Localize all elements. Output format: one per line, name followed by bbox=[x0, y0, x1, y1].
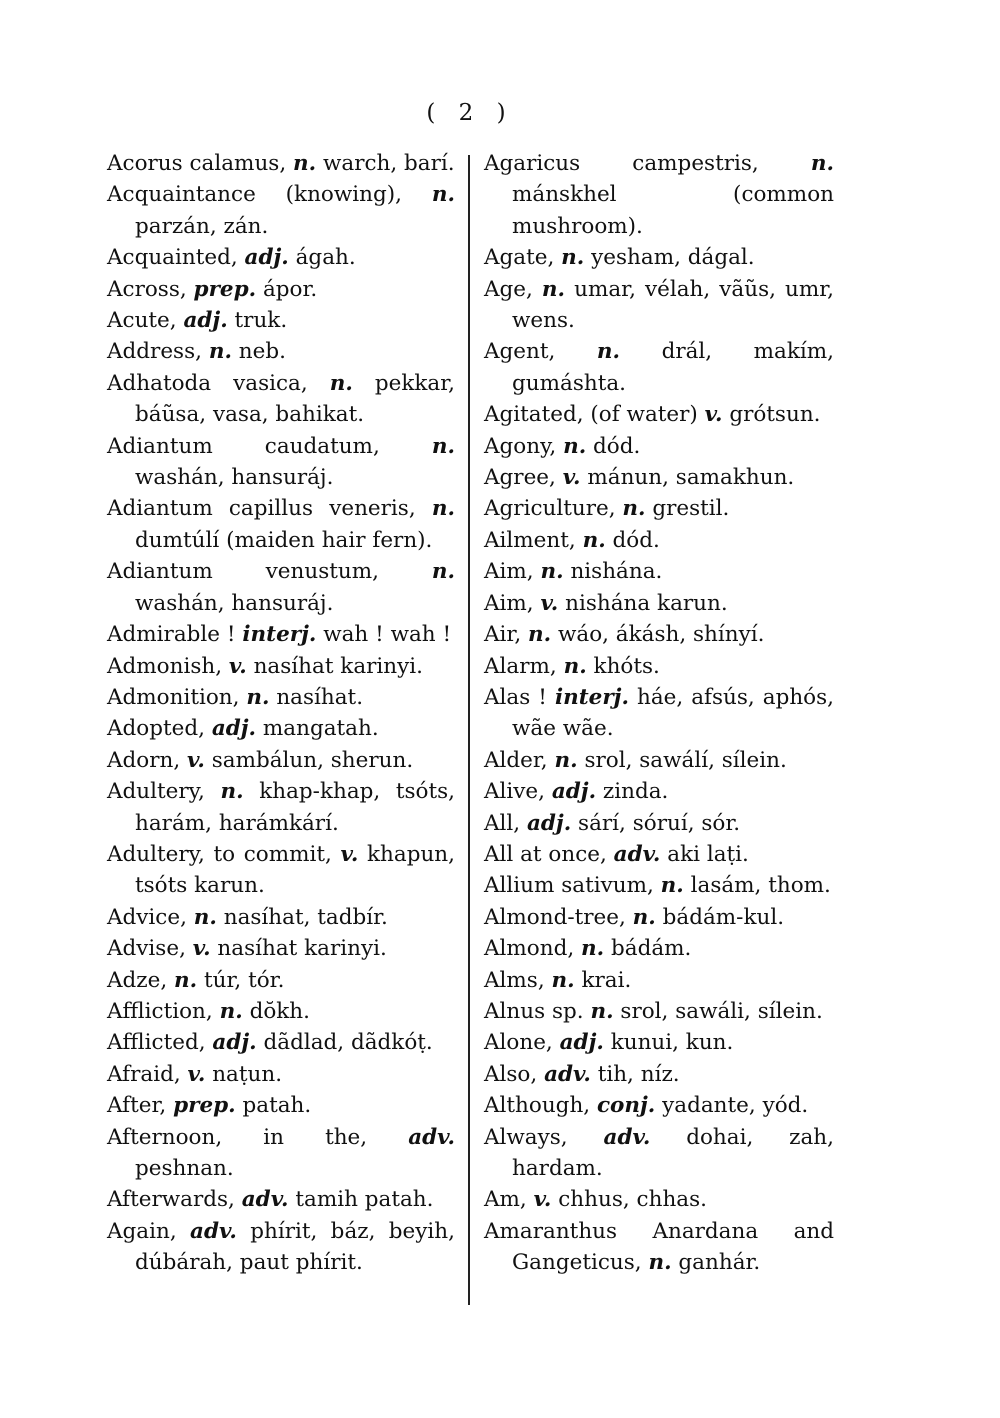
dictionary-entry: Advise, v. nasíhat karinyi. bbox=[107, 936, 387, 962]
dictionary-entry: Alms, n. krai. bbox=[484, 967, 632, 993]
dictionary-entry: Admirable ! interj. wah ! wah ! bbox=[107, 622, 452, 648]
dictionary-entry: Alder, n. srol, sawálí, sílein. bbox=[484, 747, 787, 773]
dictionary-entry: Agate, n. yesham, dágal. bbox=[484, 245, 755, 271]
dictionary-entry: Alarm, n. khóts. bbox=[484, 653, 660, 679]
dictionary-entry: Also, adv. tih, níz. bbox=[484, 1061, 680, 1087]
dictionary-entry: Afternoon, in the, adv. peshnan. bbox=[107, 1124, 455, 1181]
dictionary-entry: Across, prep. ápor. bbox=[107, 276, 318, 302]
dictionary-entry: Agony, n. dód. bbox=[484, 433, 641, 459]
dictionary-entry: Am, v. chhus, chhas. bbox=[484, 1187, 707, 1213]
dictionary-entry: Acquaintance (knowing), n. parzán, zán. bbox=[107, 182, 455, 239]
dictionary-entry: Address, n. neb. bbox=[107, 339, 286, 365]
dictionary-entry: Age, n. umar, vélah, vãũs, umr, wens. bbox=[484, 276, 834, 334]
dictionary-entry: Always, adv. dohai, zah, hardam. bbox=[484, 1124, 834, 1181]
dictionary-entry: Aim, v. nishána karun. bbox=[484, 590, 728, 616]
dictionary-entry: Adultery, to commit, v. khapun, tsóts karun. bbox=[107, 841, 455, 899]
column-divider bbox=[468, 155, 470, 1305]
dictionary-entry: Afraid, v. naṭun. bbox=[107, 1061, 283, 1087]
dictionary-entry: Adultery, n. khap-khap, tsóts, harám, harámkárí. bbox=[107, 779, 455, 836]
dictionary-entry: Agent, n. drál, makím, gumáshta. bbox=[484, 339, 834, 396]
dictionary-entry: Admonish, v. nasíhat karinyi. bbox=[107, 653, 423, 679]
dictionary-entry: Afflicted, adj. dãdlad, dãdkóṭ. bbox=[107, 1030, 433, 1056]
dictionary-entry: Almond-tree, n. bádám-kul. bbox=[484, 904, 785, 930]
dictionary-entry: Although, conj. yadante, yód. bbox=[484, 1093, 809, 1119]
dictionary-entry: Adiantum caudatum, n. washán, hansuráj. bbox=[107, 433, 455, 491]
dictionary-entry: Agitated, (of water) v. grótsun. bbox=[484, 402, 821, 428]
left-column bbox=[107, 148, 455, 1279]
dictionary-entry: Advice, n. nasíhat, tadbír. bbox=[107, 904, 388, 930]
right-column bbox=[484, 148, 834, 1279]
dictionary-entry: Alnus sp. n. srol, sawáli, sílein. bbox=[484, 998, 823, 1024]
dictionary-entry: Almond, n. bádám. bbox=[484, 936, 692, 962]
dictionary-entry: Aim, n. nishána. bbox=[484, 559, 663, 585]
dictionary-entry: Amaranthus Anardana and Gangeticus, n. ganhár. bbox=[484, 1218, 834, 1276]
dictionary-entry: Admonition, n. nasíhat. bbox=[107, 684, 364, 710]
dictionary-entry: Air, n. wáo, ákásh, shínyí. bbox=[484, 622, 765, 648]
dictionary-entry: Agriculture, n. grestil. bbox=[484, 496, 730, 522]
dictionary-entry: Afterwards, adv. tamih patah. bbox=[107, 1187, 434, 1213]
dictionary-entry: Adhatoda vasica, n. pekkar, báũsa, vasa, bahikat. bbox=[107, 370, 455, 428]
dictionary-entry: Agree, v. mánun, samakhun. bbox=[484, 465, 795, 491]
dictionary-entry: Acorus calamus, n. warch, barí. bbox=[107, 151, 455, 176]
dictionary-entry: Acute, adj. truk. bbox=[107, 308, 288, 334]
dictionary-entry: Affliction, n. dŏkh. bbox=[107, 998, 310, 1024]
dictionary-entry: Adiantum capillus veneris, n. dumtúlí (maiden hair fern). bbox=[107, 496, 456, 553]
dictionary-entry: Adorn, v. sambálun, sherun. bbox=[107, 747, 414, 773]
dictionary-entry: Agaricus campestris, n. mánskhel (common mushroom). bbox=[484, 151, 834, 239]
dictionary-entry: Adiantum venustum, n. washán, hansuráj. bbox=[107, 559, 455, 616]
dictionary-entry: Alas ! interj. háe, afsús, aphós, wãe wãe. bbox=[484, 684, 834, 742]
dictionary-entry: Acquainted, adj. ágah. bbox=[107, 245, 356, 271]
dictionary-entry: Ailment, n. dód. bbox=[484, 527, 660, 553]
dictionary-entry: Adopted, adj. mangatah. bbox=[107, 716, 379, 742]
dictionary-entry: All at once, adv. aki laṭi. bbox=[484, 841, 749, 867]
dictionary-entry: All, adj. sárí, sóruí, sór. bbox=[484, 810, 741, 836]
dictionary-entry: Adze, n. túr, tór. bbox=[107, 967, 285, 993]
dictionary-entry: Alive, adj. zinda. bbox=[484, 779, 669, 805]
dictionary-entry: Again, adv. phírit, báz, beyih, dúbárah, paut phírit. bbox=[107, 1218, 455, 1276]
dictionary-entry: Alone, adj. kunui, kun. bbox=[484, 1030, 734, 1056]
page-number: ( 2 ) bbox=[426, 100, 514, 126]
dictionary-entry: After, prep. patah. bbox=[107, 1093, 312, 1119]
dictionary-entry: Allium sativum, n. lasám, thom. bbox=[484, 873, 831, 899]
